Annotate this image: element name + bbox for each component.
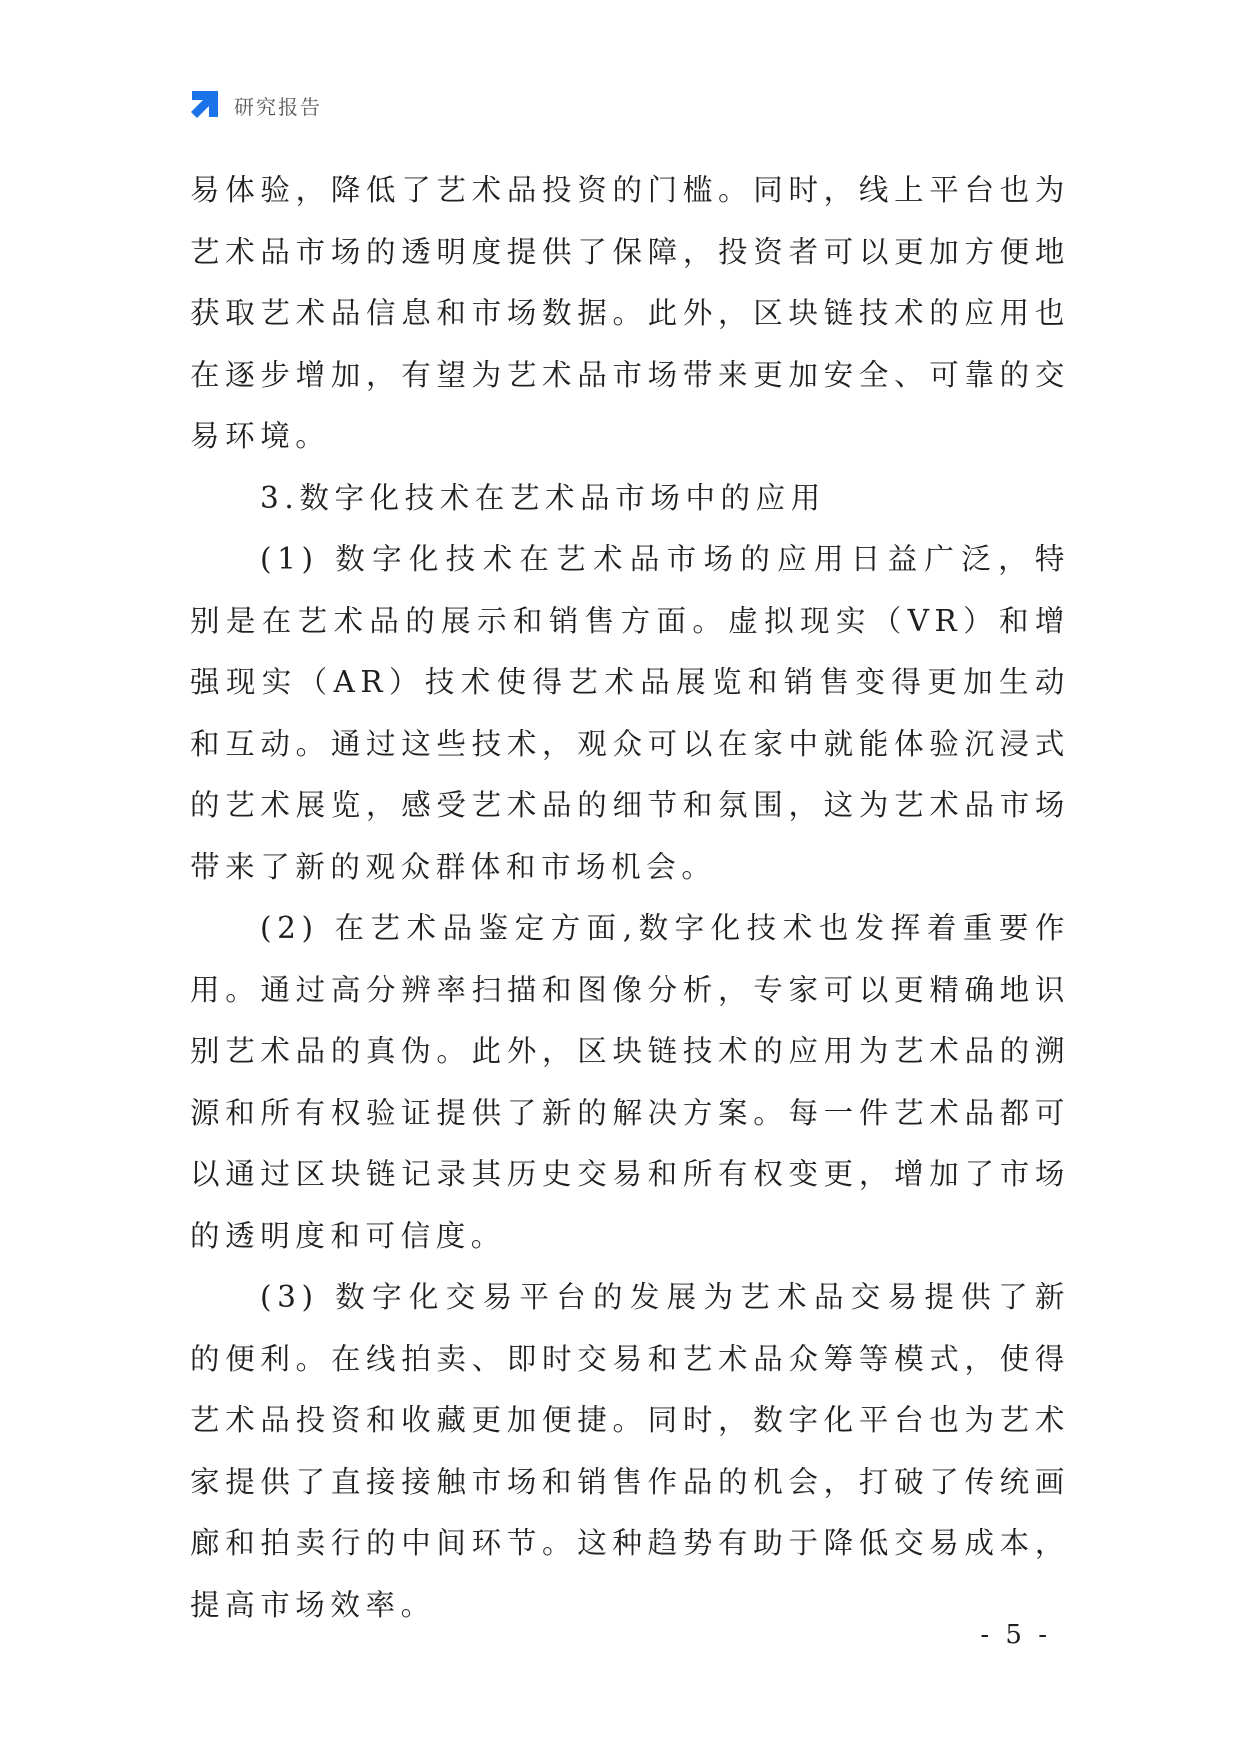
page-number: - 5 -	[980, 1620, 1051, 1650]
header-label: 研究报告	[234, 94, 322, 119]
page-header	[188, 88, 322, 122]
paragraph-2: (2) 在艺术品鉴定方面,数字化技术也发挥着重要作用。通过高分辨率扫描和图像分析，专家可以更精确地识别艺术品的真伪。此外，区块链技术的应用为艺术品的溯源和所有权验证提供了新的解决方案。每一件艺术品都可以通过区块链记录其历史交易和所有权变更，增加了市场的透明度和可信度。	[190, 911, 1070, 1253]
paragraph-3: (3) 数字化交易平台的发展为艺术品交易提供了新的便利。在线拍卖、即时交易和艺术品众筹等模式，使得艺术品投资和收藏更加便捷。同时，数字化平台也为艺术家提供了直接接触市场和销售作品的机会，打破了传统画廊和拍卖行的中间环节。这种趋势有助于降低交易成本，提高市场效率。	[190, 1280, 1070, 1622]
paragraph-1: (1) 数字化技术在艺术品市场的应用日益广泛，特别是在艺术品的展示和销售方面。虚拟现实（VR）和增强现实（AR）技术使得艺术品展览和销售变得更加生动和互动。通过这些技术，观众可以在家中就能体验沉浸式的艺术展览，感受艺术品的细节和氛围，这为艺术品市场带来了新的观众群体和市场机会。	[190, 542, 1070, 884]
section-heading: 3.数字化技术在艺术品市场中的应用	[260, 480, 826, 515]
paragraph-continued: 易体验，降低了艺术品投资的门槛。同时，线上平台也为艺术品市场的透明度提供了保障，投资者可以更加方便地获取艺术品信息和市场数据。此外，区块链技术的应用也在逐步增加，有望为艺术品市场带来更加安全、可靠的交易环境。	[190, 173, 1070, 453]
arrow-logo-icon	[188, 89, 220, 121]
document-body	[190, 160, 1070, 1636]
